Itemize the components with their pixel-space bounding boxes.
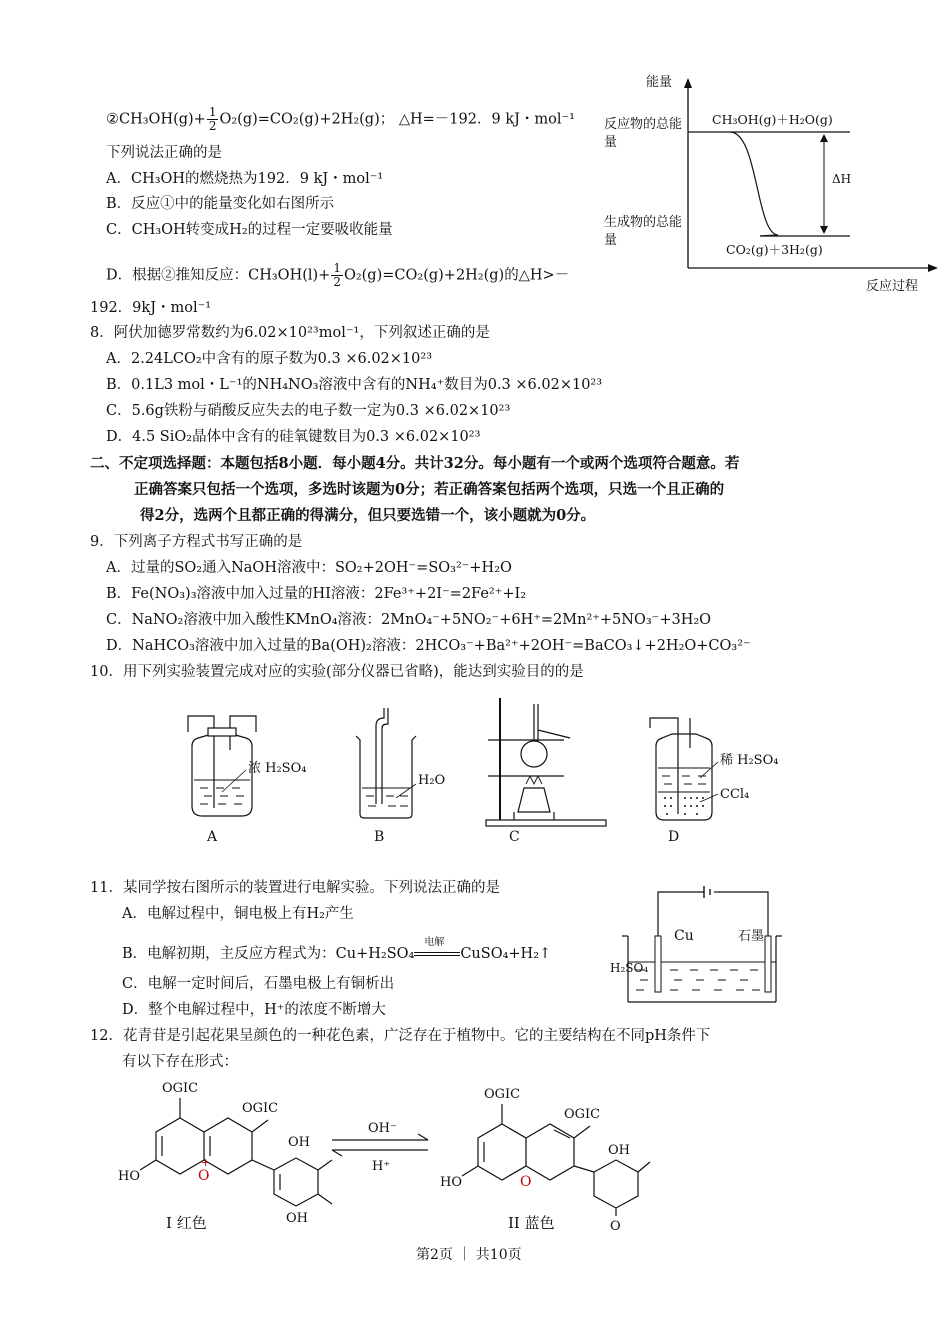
frac-num: 1 <box>208 105 217 119</box>
structure-ii <box>462 1104 650 1216</box>
struct1-oh-1: OH <box>288 1135 310 1150</box>
page-footer: 第2页 ｜ 共10页 <box>416 1247 522 1263</box>
copper-electrode <box>655 936 661 992</box>
delta-h-arrow-top <box>820 134 828 142</box>
struct2-ogic-top: OGIC <box>484 1087 521 1102</box>
q8-option-b: B．0.1L3 mol・L⁻¹的NH₄NO₃溶液中含有的NH₄⁺数目为0.3 ×6.02×10²³ <box>106 377 603 393</box>
electrolysis-condition-text: 电解 <box>424 937 445 948</box>
electrolysis-figure <box>606 884 786 1008</box>
q12-stem-1: 12．花青苷是引起花果呈颜色的一种花色素，广泛存在于植物中。它的主要结构在不同pH条件下 <box>90 1028 711 1044</box>
product-formula: CO₂(g)＋3H₂(g) <box>726 242 823 257</box>
q11-stem: 11．某同学按右图所示的装置进行电解实验。下列说法正确的是 <box>90 880 500 896</box>
reactant-formula: CH₃OH(g)＋H₂O(g) <box>712 112 833 127</box>
q8-option-c: C．5.6g铁粉与硝酸反应失去的电子数一定为0.3 ×6.02×10²³ <box>106 403 511 419</box>
section2-instructions-3: 得2分，选两个且都正确的得满分，但只要选错一个，该小题就为0分。 <box>140 507 596 524</box>
fraction-half <box>207 106 219 133</box>
frac-den-2: 2 <box>333 275 341 289</box>
q9-option-b: B．Fe(NO₃)₃溶液中加入过量的HI溶液：2Fe³⁺+2I⁻=2Fe²⁺+I₂ <box>106 586 527 602</box>
q8-option-d: D．4.5 SiO₂晶体中含有的硅氧键数目为0.3 ×6.02×10²³ <box>106 429 481 445</box>
q10-stem: 10．用下列实验装置完成对应的实验(部分仪器已省略)，能达到实验目的的是 <box>90 664 584 680</box>
q7-option-a: A．CH₃OH的燃烧热为192．9 kJ・mol⁻¹ <box>106 171 384 187</box>
apparatus-d-label-2: CCl₄ <box>720 787 750 802</box>
caption-c: C <box>509 829 520 845</box>
structure-i-label: I 红色 <box>166 1214 207 1232</box>
q12-stem-2: 有以下存在形式： <box>122 1054 238 1070</box>
product-label: 生成物的总能量 <box>604 215 683 248</box>
struct2-oh: OH <box>608 1143 630 1158</box>
graphite-label: 石墨 <box>738 929 765 944</box>
structure-i <box>140 1098 332 1206</box>
q7-option-d <box>106 262 569 289</box>
apparatus-b <box>356 708 445 818</box>
energy-axis-label: 能量 <box>646 75 673 90</box>
delta-h-label: ΔH <box>832 172 852 186</box>
solution-label: H₂SO₄ <box>610 961 649 975</box>
arrow-bottom-label: H⁺ <box>372 1159 391 1174</box>
section2-instructions-1: 二、不定项选择题：本题包括8小题．每小题4分。共计32分。每小题有一个或两个选项符合题意。若 <box>90 455 740 472</box>
struct1-charge: + <box>201 1156 211 1169</box>
caption-b: B <box>374 829 385 845</box>
apparatus-a-label: 浓 H₂SO₄ <box>248 761 307 776</box>
structure-ii-label: II 蓝色 <box>508 1214 555 1232</box>
process-axis-arrow <box>928 264 938 272</box>
electrolysis-condition <box>414 937 460 956</box>
arrow-top-label: OH⁻ <box>368 1121 397 1136</box>
struct1-ogic-right: OGIC <box>242 1101 279 1116</box>
q7-d-part2: O₂(g)=CO₂(g)+2H₂(g)的△H>－ <box>343 267 570 284</box>
apparatus-d-label-1: 稀 H₂SO₄ <box>720 753 779 768</box>
q7-option-c: C．CH₃OH转变成H₂的过程一定要吸收能量 <box>106 222 393 238</box>
q7-equation-2 <box>106 106 575 133</box>
struct2-carbonyl-o: O <box>610 1219 621 1234</box>
q11-option-d: D．整个电解过程中，H⁺的浓度不断增大 <box>122 1002 386 1018</box>
apparatus-b-label: H₂O <box>418 773 446 788</box>
struct2-ho: HO <box>440 1175 462 1190</box>
caption-a: A <box>207 829 218 845</box>
q9-option-c: C．NaNO₂溶液中加入酸性KMnO₄溶液：2MnO₄⁻+5NO₂⁻+6H⁺=2Mn²⁺+5NO₃⁻+3H₂O <box>106 612 712 628</box>
energy-diagram <box>600 70 940 300</box>
q9-option-d: D．NaHCO₃溶液中加入过量的Ba(OH)₂溶液：2HCO₃⁻+Ba²⁺+2OH⁻=BaCO₃↓+2H₂O+CO₃²⁻ <box>106 638 751 654</box>
apparatus-c <box>486 698 606 826</box>
q11-option-b <box>122 937 552 964</box>
q7-eq2-part2: O₂(g)=CO₂(g)+2H₂(g)； △H=－192．9 kJ・mol⁻¹ <box>219 111 575 128</box>
frac-den: 2 <box>208 119 217 133</box>
fraction-half-2 <box>331 262 343 289</box>
q7-eq2-part1: ②CH₃OH(g)+ <box>106 111 206 128</box>
q11-option-c: C．电解一定时间后，石墨电极上有铜析出 <box>122 976 395 992</box>
section2-instructions-2: 正确答案只包括一个选项，多选时该题为0分；若正确答案包括两个选项，只选一个且正确的 <box>134 481 725 498</box>
struct1-ho: HO <box>118 1169 140 1184</box>
delta-h-arrow-bottom <box>820 226 828 234</box>
copper-label: Cu <box>674 928 694 944</box>
q9-option-a: A．过量的SO₂通入NaOH溶液中：SO₂+2OH⁻=SO₃²⁻+H₂O <box>106 560 512 576</box>
frac-num-2: 1 <box>333 261 341 275</box>
struct1-oh-2: OH <box>286 1211 308 1226</box>
reactant-label: 反应物的总能量 <box>604 117 683 150</box>
apparatus-a <box>188 716 306 816</box>
apparatus-figure <box>170 688 790 858</box>
process-axis-label: 反应过程 <box>866 279 919 294</box>
q8-stem: 8．阿伏加德罗常数约为6.02×10²³mol⁻¹，下列叙述正确的是 <box>90 325 490 341</box>
graphite-electrode <box>765 936 771 992</box>
q7-d-part1: D．根据②推知反应：CH₃OH(l)+ <box>106 267 331 284</box>
q11-option-a: A．电解过程中，铜电极上有H₂产生 <box>122 906 354 922</box>
equilibrium-arrows <box>332 1134 428 1156</box>
struct1-oxygen: O <box>198 1168 210 1184</box>
struct2-oxygen: O <box>520 1174 532 1190</box>
caption-d: D <box>668 829 680 845</box>
energy-axis-arrow <box>684 78 692 88</box>
q8-option-a: A．2.24LCO₂中含有的原子数为0.3 ×6.02×10²³ <box>106 351 433 367</box>
q11-b-part1: B．电解初期，主反应方程式为：Cu+H₂SO₄ <box>122 946 415 962</box>
energy-curve <box>730 132 778 236</box>
q7-option-d-cont: 192．9kJ・mol⁻¹ <box>90 300 212 316</box>
q11-b-part2: CuSO₄+H₂↑ <box>460 946 552 962</box>
q9-stem: 9．下列离子方程式书写正确的是 <box>90 534 303 550</box>
apparatus-d <box>650 718 778 820</box>
q7-intro: 下列说法正确的是 <box>106 145 222 161</box>
q7-option-b: B．反应①中的能量变化如右图所示 <box>106 196 335 212</box>
struct1-ogic-top: OGIC <box>162 1081 199 1096</box>
struct2-ogic-right: OGIC <box>564 1107 601 1122</box>
